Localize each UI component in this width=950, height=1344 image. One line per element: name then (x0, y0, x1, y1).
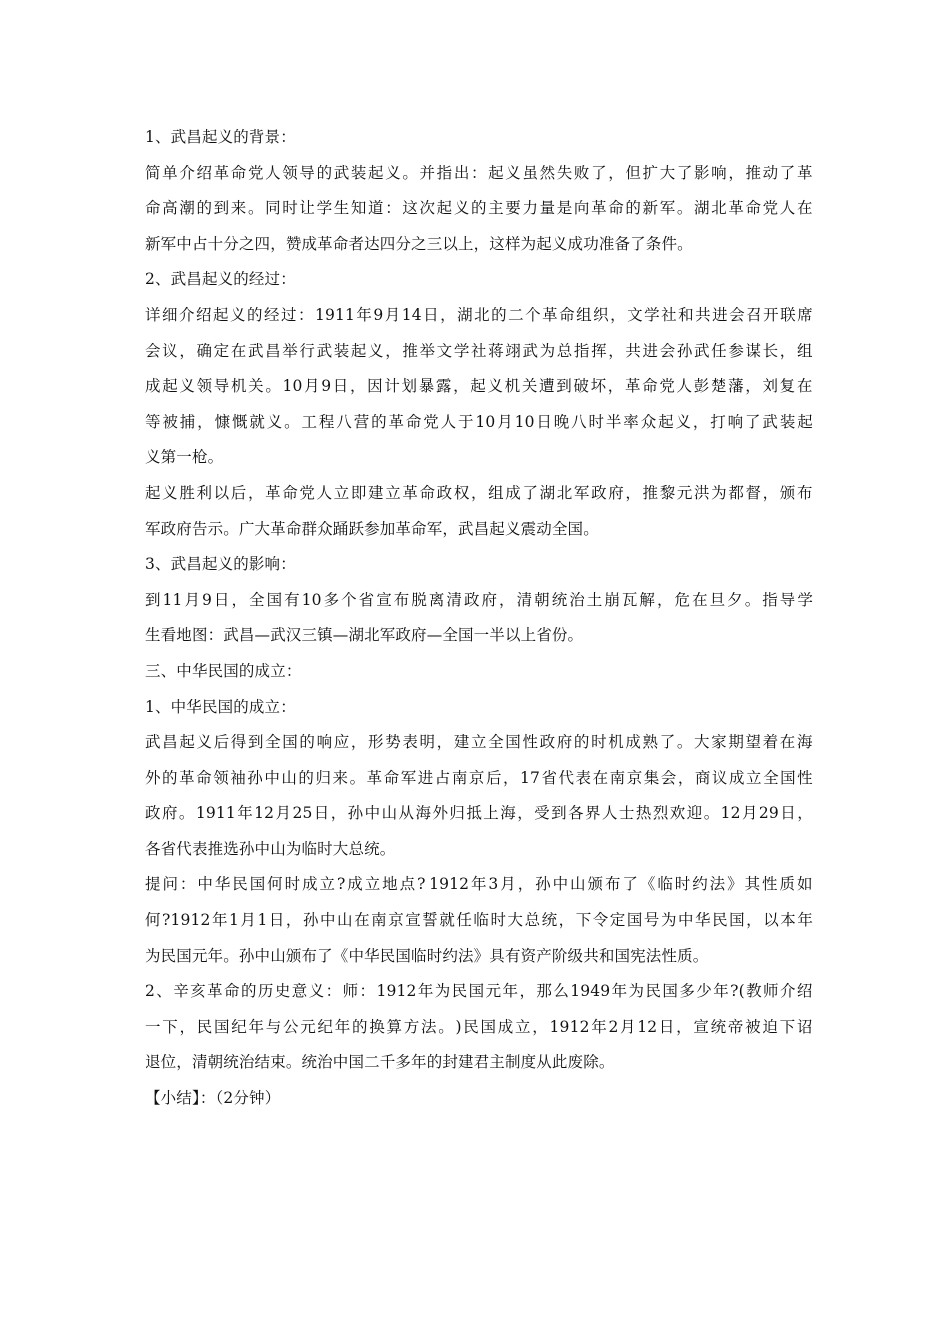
paragraph-line: 政 府 。 1911 年 12 月 25 日 ， 孙 中 山 从 海 外 归 抵 上 海 ， 受 到 各 界 人 士 热 烈 欢 迎 。 12 月 29 日 ， (145, 804, 813, 823)
paragraph-line: 起 义 胜 利 以 后 ， 革 命 党 人 立 即 建 立 革 命 政 权 ， 组 成 了 湖 北 军 政 府 ， 推 黎 元 洪 为 都 督 ， 颁 布 (145, 483, 813, 502)
paragraph-line: 武 昌 起 义 后 得 到 全 国 的 响 应 ， 形 势 表 明 ， 建 立 全 国 性 政 府 的 时 机 成 熟 了 。 大 家 期 望 着 在 海 (145, 733, 813, 752)
paragraph-line: 等 被 捕 ， 慷 慨 就 义 。 工 程 八 营 的 革 命 党 人 于 10 月 10 日 晚 八 时 半 率 众 起 义 ， 打 响 了 武 装 起 (145, 412, 813, 431)
paragraph-line: 会 议 ， 确 定 在 武 昌 举 行 武 装 起 义 ， 推 举 文 学 社 蒋 翊 武 为 总 指 挥 ， 共 进 会 孙 武 任 参 谋 长 ， 组 (145, 341, 813, 360)
paragraph-line: 到 11 月 9 日 ， 全 国 有 10 多 个 省 宣 布 脱 离 清 政 府 ， 清 朝 统 治 土 崩 瓦 解 ， 危 在 旦 夕 。 指 导 学 (145, 590, 813, 609)
paragraph-line: 2 、 辛 亥 革 命 的 历 史 意 义 ： 师 ： 1912 年 为 民 国 元 年 ， 那 么 1949 年 为 民 国 多 少 年 ?( 教 师 介 绍 (145, 982, 813, 1001)
subsection-heading-roc-founding: 1、中华民国的成立： (145, 697, 296, 716)
summary-heading: 【小结】：（2分钟） (145, 1089, 281, 1108)
paragraph-line: 义第一枪。 (145, 448, 224, 467)
paragraph-line: 外 的 革 命 领 袖 孙 中 山 的 归 来 。 革 命 军 进 占 南 京 后 ， 17 省 代 表 在 南 京 集 会 ， 商 议 成 立 全 国 性 (145, 768, 813, 787)
paragraph-line: 何 ?1912 年 1 月 1 日 ， 孙 中 山 在 南 京 宣 誓 就 任 临 时 大 总 统 ， 下 令 定 国 号 为 中 华 民 国 ， 以 本 年 (145, 911, 813, 930)
paragraph-line: 为民国元年。孙中山颁布了《中华民国临时约法》具有资产阶级共和国宪法性质。 (145, 946, 709, 965)
section-heading-process: 2、武昌起义的经过： (145, 270, 296, 289)
paragraph-line: 各省代表推选孙中山为临时大总统。 (145, 839, 396, 858)
section-heading-influence: 3、武昌起义的影响： (145, 555, 296, 574)
paragraph-line: 一 下 ， 民 国 纪 年 与 公 元 纪 年 的 换 算 方 法 。 ) 民 国 成 立 ， 1912 年 2 月 12 日 ， 宣 统 帝 被 迫 下 诏 (145, 1017, 813, 1036)
section-heading-roc: 三、中华民国的成立： (145, 661, 302, 680)
document-body (145, 120, 813, 1117)
paragraph-line: 成 起 义 领 导 机 关 。 10 月 9 日 ， 因 计 划 暴 露 ， 起 义 机 关 遭 到 破 坏 ， 革 命 党 人 彭 楚 藩 ， 刘 复 在 (145, 377, 813, 396)
section-heading-background: 1、武昌起义的背景： (145, 128, 296, 146)
paragraph-line: 详 细 介 绍 起 义 的 经 过 ： 1911 年 9 月 14 日 ， 湖 北 的 二 个 革 命 组 织 ， 文 学 社 和 共 进 会 召 开 联 席 (145, 305, 813, 324)
paragraph-line: 退位，清朝统治结束。统治中国二千多年的封建君主制度从此废除。 (145, 1053, 615, 1072)
paragraph-line: 简 单 介 绍 革 命 党 人 领 导 的 武 装 起 义 。 并 指 出 ： 起 义 虽 然 失 败 了 ， 但 扩 大 了 影 响 ， 推 动 了 革 (145, 163, 813, 182)
paragraph-line: 生看地图：武昌—武汉三镇—湖北军政府—全国一半以上省份。 (145, 626, 584, 645)
paragraph-line: 新军中占十分之四，赞成革命者达四分之三以上，这样为起义成功准备了条件。 (145, 234, 693, 253)
paragraph-line: 军政府告示。广大革命群众踊跃参加革命军，武昌起义震动全国。 (145, 519, 599, 538)
paragraph-line: 提 问 ： 中 华 民 国 何 时 成 立 ? 成 立 地 点 ? 1912 年 3 月 ， 孙 中 山 颁 布 了 《 临 时 约 法 》 其 性 质 如 (145, 875, 813, 894)
paragraph-line: 命 高 潮 的 到 来 。 同 时 让 学 生 知 道 ： 这 次 起 义 的 主 要 力 量 是 向 革 命 的 新 军 。 湖 北 革 命 党 人 在 (145, 199, 813, 218)
